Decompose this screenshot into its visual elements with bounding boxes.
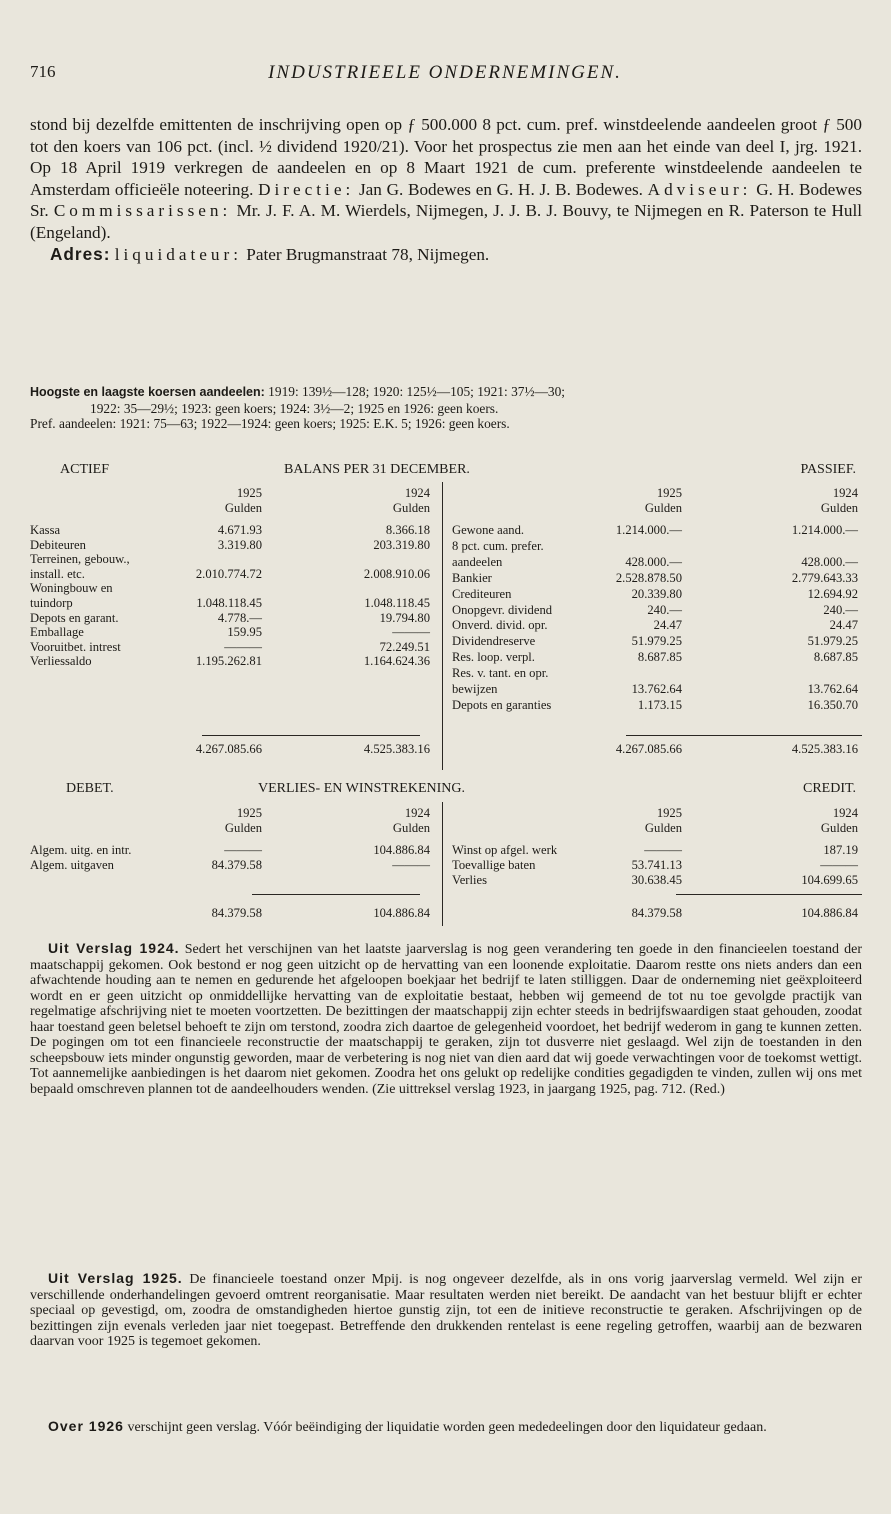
table-row [30, 523, 862, 538]
value-1925: 20.339.80 [631, 586, 682, 601]
value-1925: 2.528.878.50 [615, 570, 682, 585]
table-row [30, 571, 862, 586]
page-number: 716 [30, 62, 56, 81]
value-1924: 240.— [823, 602, 858, 617]
running-title: INDUSTRIEELE ONDERNEMINGEN. [268, 62, 622, 83]
unit-label: Gulden [820, 501, 858, 515]
value-1924: 203.319.80 [373, 537, 430, 552]
verslag-1925 [30, 1271, 862, 1350]
total-value: 4.525.383.16 [363, 742, 430, 756]
value-1925: 1.195.262.81 [195, 654, 262, 669]
balans-table [30, 486, 862, 766]
row-label: Verliessaldo [30, 654, 92, 669]
value-1925: 1.173.15 [637, 697, 682, 712]
row-label: Res. loop. verpl. [452, 650, 535, 665]
table-row [30, 634, 862, 649]
row-label: Onverd. divid. opr. [452, 618, 548, 633]
year-label: 1924 [832, 486, 858, 500]
value-1925: 13.762.64 [631, 682, 682, 696]
over-1926 [30, 1419, 862, 1436]
year-label: 1925 [236, 486, 262, 500]
row-label: Depots en garant. [30, 610, 119, 625]
value-1924: ——— [392, 858, 430, 872]
table-row [30, 603, 862, 618]
row-label: Onopgevr. dividend [452, 602, 553, 617]
row-label: Bankier [452, 570, 492, 585]
koersen-lead: Hoogste en laagste koersen aandeelen: [30, 385, 265, 399]
commissarissen-text: Mr. J. F. A. M. Wierdels, Nijmegen, J. J. B. J. Bouvy, te Nijmegen en R. Paterson te Hull (Engeland). [30, 201, 863, 242]
value-1924: 1.214.000.— [791, 523, 858, 537]
directie-label: Directie: [258, 179, 355, 199]
adviseur-label: Adviseur: [647, 179, 752, 199]
table-row [30, 682, 862, 697]
koersen-line-1: 1919: 139½—128; 1920: 125½—105; 1921: 37½—30; [268, 384, 566, 399]
value-1924: 24.47 [829, 618, 858, 633]
value-1925: 30.638.45 [631, 873, 682, 887]
unit-label: Gulden [224, 501, 262, 515]
value-1925: ——— [224, 843, 262, 857]
value-1925: 1.214.000.— [615, 523, 682, 537]
value-1924: 8.366.18 [385, 523, 430, 537]
unit-label: Gulden [392, 821, 430, 835]
value-1925: 2.010.774.72 [195, 566, 262, 581]
row-label: Algem. uitgaven [30, 858, 114, 872]
row-label: aandeelen [452, 554, 503, 569]
column-divider [442, 802, 443, 926]
table-row [30, 666, 862, 681]
total-rule [626, 735, 862, 736]
verslag-1924-lead: Uit Verslag 1924. [48, 940, 180, 956]
value-1925: 3.319.80 [217, 537, 262, 552]
value-1924: 104.886.84 [373, 843, 430, 857]
value-1925: 240.— [647, 602, 682, 617]
table-row [30, 858, 862, 873]
verlies-table [30, 806, 862, 924]
value-1925: ——— [644, 843, 682, 857]
adres-label: Adres: [50, 243, 111, 264]
over-1926-text: verschijnt geen verslag. Vóór beëindiging der liquidatie worden geen mededeelingen door den liquidateur gedaan. [127, 1420, 767, 1435]
row-label: Emballage [30, 625, 84, 640]
value-1925: 4.778.— [217, 610, 262, 625]
value-1924: 1.164.624.36 [363, 654, 430, 669]
value-1924: 428.000.— [801, 554, 858, 569]
total-rule [676, 894, 862, 895]
year-label: 1925 [656, 486, 682, 500]
table-row [30, 587, 862, 602]
verslag-1925-text: De financieele toestand onzer Mpij. is nog ongeveer dezelfde, als in ons vorig jaarverslag vermeld. Wel zijn er verschillende onderhandelingen gevoerd omtrent reorganisatie. Maar resultaten werden niet bereikt. De aandacht van het bestuur blijft er echter speciaal op gevestigd, om, zoodra de omstandigheden hiertoe gunstig zijn, tot een de initieve reconstructie te geraken. Afschrijvingen op de bezittingen zijn evenals verleden jaar niet toegepast. Betreffende den drukkenden rentelast is eene regeling getroffen, waarbij aan de bezwaren daarvan voor 1925 is tegemoet gekomen. [30, 1272, 863, 1349]
total-rule [202, 735, 420, 736]
unit-label: Gulden [644, 821, 682, 835]
value-1924: 51.979.25 [807, 634, 858, 649]
row-label: Verlies [452, 873, 487, 887]
adres-text: Pater Brugmanstraat 78, Nijmegen. [246, 244, 490, 264]
row-label: Terreinen, gebouw., [30, 552, 130, 567]
column-divider [442, 482, 443, 770]
value-1924: 72.249.51 [379, 639, 430, 654]
row-label: bewijzen [452, 682, 498, 696]
row-label: Crediteuren [452, 586, 512, 601]
verslag-1924-text: Sedert het verschijnen van het laatste jaarverslag is nog geen verandering ten goede in den financieelen toestand der maatschappij gekomen. Ook bestond er nog geen uitzicht op de hervatting van een loonende exploitatie. Daarom restte ons niets anders dan een afwachtende houding aan te nemen en gedurende het afgeloopen boekjaar het bedrijf te laten stilliggen. Daar de onderneming niet geëxploiteerd wordt en er geen uitzicht op onmiddellijke hervatting van de exploitatie bestaat, hebben wij gemeend de tot nu toe gevolgde practijk van regelmatige afschrijving niet te moeten voortzetten. De bezittingen der maatschappij zijn echter steeds in bedrijfswaardigen staat gehouden, zoodat haar toestand geen beletsel behoeft te zijn om terstond, zoodra zich daartoe de gelegenheid voordoet, het bedrijf wederom in gang te kunnen zetten. De pogingen om tot een financieele reconstructie der maatschappij te geraken, zijn tot dusverre niet geslaagd. Wel zijn de toestanden in den scheepsbouw iets minder ongunstig geworden, maar de verbetering is nog niet van dien aard dat wij goede verwachtingen voor de toekomst wettigt. Tot aannemelijke aanbiedingen is het daarom niet gekomen. Zoodra het ons gelukt op redelijke condities gegadigden te vinden, zullen wij ons met bepaald omschreven plannen tot de aandeelhouders wenden. (Zie uittreksel verslag 1923, in jaargang 1925, pag. 712. (Red.) [30, 942, 863, 1097]
total-value: 84.379.58 [631, 906, 682, 920]
value-1924: ——— [820, 858, 858, 872]
row-label: Dividendreserve [452, 634, 536, 649]
table-row [30, 698, 862, 713]
intro-paragraph [30, 114, 862, 265]
unit-label: Gulden [644, 501, 682, 515]
row-label: Woningbouw en [30, 581, 113, 596]
year-label: 1924 [832, 806, 858, 820]
value-1924: 2.008.910.06 [363, 566, 430, 581]
unit-label: Gulden [392, 501, 430, 515]
year-label: 1925 [236, 806, 262, 820]
value-1925: 428.000.— [625, 554, 682, 569]
value-1925: 159.95 [227, 625, 262, 640]
actief-title: ACTIEF [60, 462, 109, 477]
passief-title: PASSIEF. [800, 462, 856, 477]
over-1926-lead: Over 1926 [48, 1418, 124, 1434]
adviseur-text: G. H. Bodewes Sr. [30, 179, 863, 221]
total-value: 104.886.84 [373, 906, 430, 920]
row-label: Gewone aand. [452, 523, 525, 537]
value-1925: ——— [224, 639, 262, 654]
debet-title: DEBET. [66, 781, 114, 796]
directie-text: Jan G. Bodewes en G. H. J. B. Bodewes. [358, 179, 643, 199]
row-label: install. etc. [30, 566, 85, 581]
row-label: Vooruitbet. intrest [30, 639, 121, 654]
koersen-line-2: 1922: 35—29½; 1923: geen koers; 1924: 3½—2; 1925 en 1926: geen koers. [90, 400, 499, 416]
total-value: 4.267.085.66 [195, 742, 262, 756]
table-row [30, 555, 862, 570]
table-row [30, 873, 862, 888]
year-label: 1925 [656, 806, 682, 820]
value-1924: 13.762.64 [807, 682, 858, 696]
verslag-1925-lead: Uit Verslag 1925. [48, 1270, 183, 1286]
row-label: 8 pct. cum. prefer. [452, 538, 544, 553]
value-1925: 1.048.118.45 [196, 596, 262, 610]
value-1924: 16.350.70 [807, 697, 858, 712]
liquidateur-label: liquidateur: [114, 244, 242, 264]
row-label: Toevallige baten [452, 858, 536, 872]
year-label: 1924 [404, 486, 430, 500]
row-label: Kassa [30, 523, 61, 537]
table-row [30, 618, 862, 633]
row-label: tuindorp [30, 596, 73, 610]
value-1924: 19.794.80 [379, 610, 430, 625]
value-1924: 1.048.118.45 [364, 596, 430, 610]
value-1924: ——— [392, 625, 430, 640]
value-1924: 12.694.92 [807, 586, 858, 601]
value-1924: 8.687.85 [813, 650, 858, 665]
row-label: Debiteuren [30, 537, 86, 552]
unit-label: Gulden [224, 821, 262, 835]
value-1925: 8.687.85 [637, 650, 682, 665]
koersen-block [30, 384, 862, 432]
unit-label: Gulden [820, 821, 858, 835]
koersen-line-3: Pref. aandeelen: 1921: 75—63; 1922—1924: geen koers; 1925: E.K. 5; 1926: geen koers. [30, 416, 510, 431]
total-value: 84.379.58 [211, 906, 262, 920]
commissarissen-label: Commissarissen: [53, 201, 232, 221]
table-row [30, 539, 862, 554]
year-label: 1924 [404, 806, 430, 820]
balans-title: BALANS PER 31 DECEMBER. [284, 462, 470, 477]
row-label: Res. v. tant. en opr. [452, 666, 549, 681]
total-value: 4.267.085.66 [615, 742, 682, 756]
verlies-title: VERLIES- EN WINSTREKENING. [258, 781, 465, 796]
value-1924: 104.699.65 [801, 873, 858, 887]
value-1925: 84.379.58 [211, 858, 262, 872]
verslag-1924 [30, 941, 862, 1097]
table-row [30, 843, 862, 858]
intro-text: stond bij dezelfde emittenten de inschrijving open op ƒ 500.000 8 pct. cum. pref. winstdeelende aandeelen groot ƒ 500 tot den koers van 106 pct. (incl. ½ dividend 1920/21). Voor het prospectus zie men aan het einde van deel I, jrg. 1921. Op 18 April 1919 verkregen de aandeelen en op 8 Maart 1921 de cum. preferente winstdeelende aandeelen te Amsterdam officieële noteering. [30, 115, 862, 199]
total-value: 4.525.383.16 [791, 742, 858, 756]
total-rule [252, 894, 420, 895]
total-value: 104.886.84 [801, 906, 858, 920]
credit-title: CREDIT. [802, 781, 856, 796]
row-label: Depots en garanties [452, 697, 552, 712]
row-label: Algem. uitg. en intr. [30, 843, 132, 857]
value-1924: 2.779.643.33 [791, 570, 858, 585]
value-1925: 53.741.13 [631, 858, 682, 872]
value-1924: 187.19 [823, 843, 858, 857]
value-1925: 24.47 [653, 618, 682, 633]
page-header [30, 62, 860, 86]
value-1925: 4.671.93 [217, 523, 262, 537]
value-1925: 51.979.25 [631, 634, 682, 649]
table-row [30, 650, 862, 665]
row-label: Winst op afgel. werk [452, 843, 558, 857]
